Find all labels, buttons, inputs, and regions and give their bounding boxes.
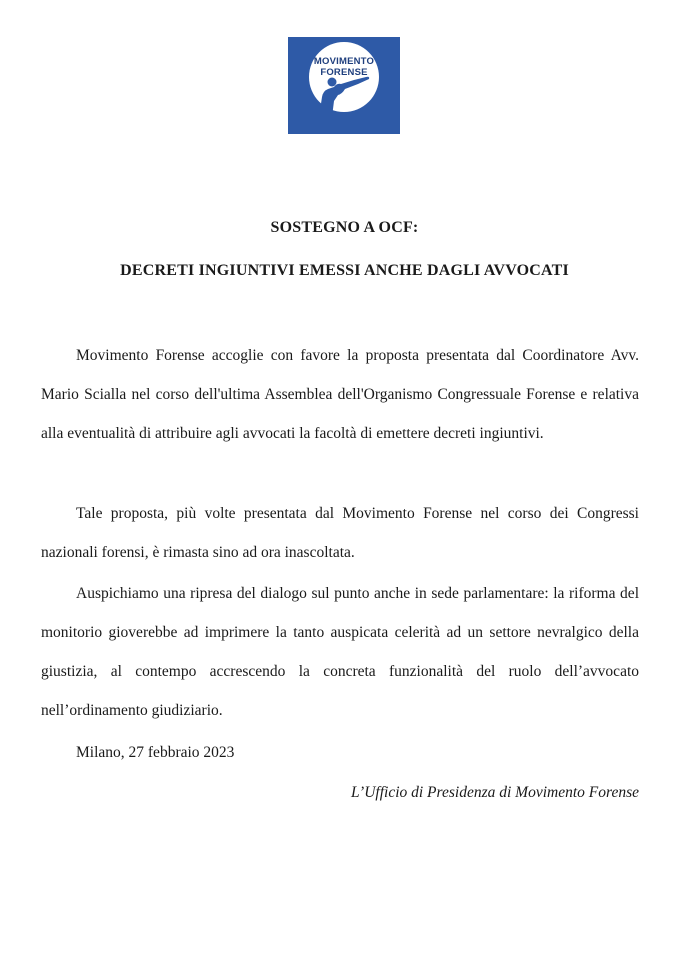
paragraph-1: Movimento Forense accoglie con favore la proposta presentata dal Coordinatore Avv. Mario Scialla nel corso dell'ultima Assemblea dell'Organismo Congressuale Forense e relativa alla eventualità di attribuire agli avvocati la facoltà di emettere decreti ingiuntivi. — [41, 347, 639, 442]
signature: L’Ufficio di Presidenza di Movimento Forense — [351, 784, 639, 801]
paragraph-3: Auspichiamo una ripresa del dialogo sul punto anche in sede parlamentare: la riforma del monitorio gioverebbe ad imprimere la tanto auspicata celerità ad un settore nevralgico della giustizia, al contempo accrescendo la concreta funzionalità del ruolo dell’avvocato nell’ordinamento giudiziario. — [41, 585, 639, 719]
movimento-forense-logo — [288, 37, 400, 134]
logo-text-line2: FORENSE — [320, 67, 368, 78]
document-subtitle: DECRETI INGIUNTIVI EMESSI ANCHE DAGLI AVVOCATI — [120, 262, 569, 279]
document-title: SOSTEGNO A OCF: — [270, 219, 419, 236]
logo-text-line1: MOVIMENTO — [313, 56, 375, 67]
logo-emblem-icon — [288, 37, 400, 134]
paragraph-2: Tale proposta, più volte presentata dal Movimento Forense nel corso dei Congressi nazionali forensi, è rimasta sino ad ora inascoltata. — [41, 505, 639, 561]
document-date: Milano, 27 febbraio 2023 — [76, 744, 235, 761]
